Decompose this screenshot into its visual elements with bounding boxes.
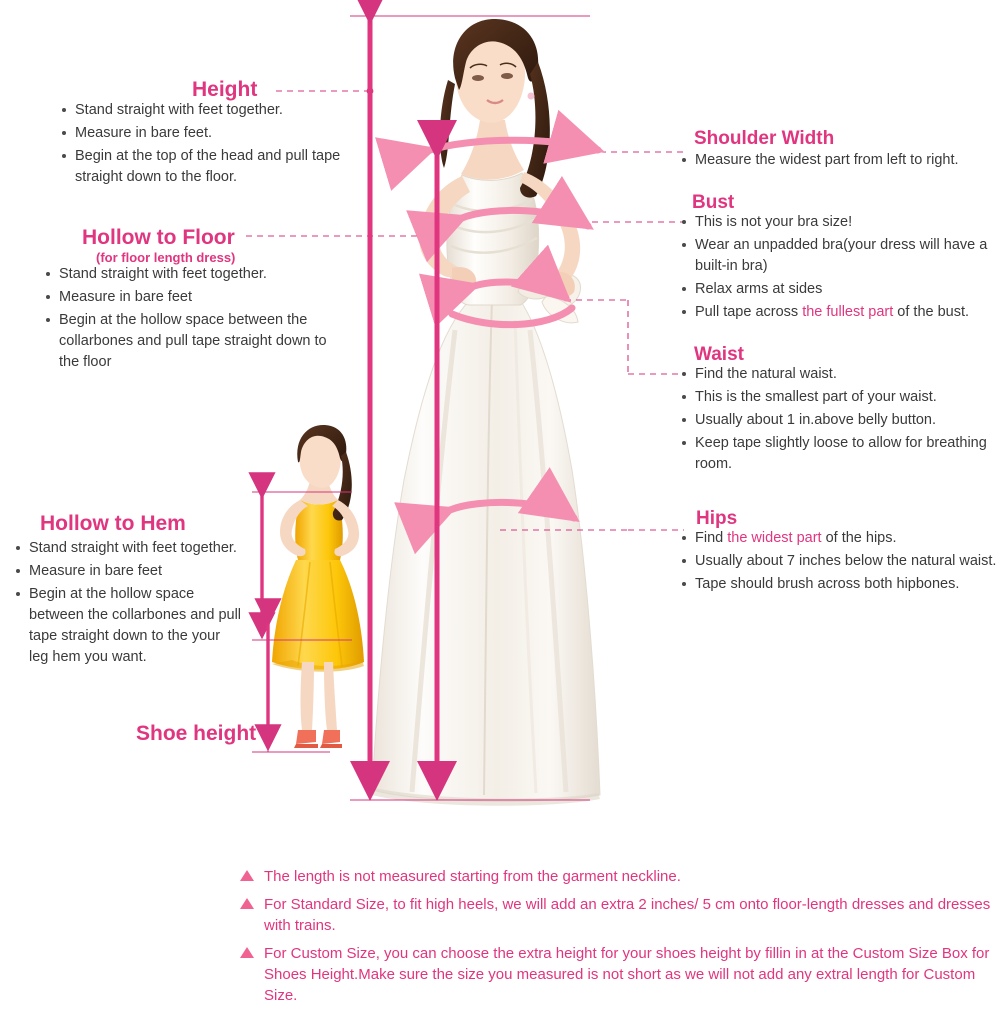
warning-triangle-icon bbox=[240, 947, 254, 958]
shoulder-width-list bbox=[680, 150, 1000, 173]
hollow-to-floor-subheading: (for floor length dress) bbox=[96, 250, 236, 265]
list-item: Measure in bare feet bbox=[44, 287, 334, 308]
list-item: Relax arms at sides bbox=[680, 279, 1000, 300]
list-item: Measure the widest part from left to right. bbox=[680, 150, 1000, 171]
hips-list bbox=[680, 528, 1000, 597]
list-item: Stand straight with feet together. bbox=[14, 538, 242, 559]
list-item: This is the smallest part of your waist. bbox=[680, 387, 1000, 408]
shoe-height-heading: Shoe height bbox=[136, 722, 257, 745]
list-item-hips-widest bbox=[680, 528, 1000, 549]
list-item: Usually about 7 inches below the natural waist. bbox=[680, 551, 1000, 572]
hips-heading: Hips bbox=[696, 508, 738, 529]
list-item: Usually about 1 in.above belly button. bbox=[680, 410, 1000, 431]
list-item: Measure in bare feet. bbox=[60, 123, 360, 144]
bust-list bbox=[680, 212, 1000, 325]
list-item: Begin at the hollow space between the collarbones and pull tape straight down to the floor bbox=[44, 310, 334, 373]
list-item: Find the natural waist. bbox=[680, 364, 1000, 385]
note-2 bbox=[240, 894, 1000, 936]
note-text: For Standard Size, to fit high heels, we will add an extra 2 inches/ 5 cm onto floor-length dresses and dresses with trains. bbox=[264, 896, 991, 934]
warning-triangle-icon bbox=[240, 898, 254, 909]
bust-text-pre: Pull tape across bbox=[695, 304, 803, 320]
list-item: This is not your bra size! bbox=[680, 212, 1000, 233]
height-heading: Height bbox=[192, 78, 258, 101]
list-item: Stand straight with feet together. bbox=[44, 264, 334, 285]
list-item: Begin at the hollow space between the collarbones and pull tape straight down to the your leg hem you want. bbox=[14, 584, 242, 668]
hips-text-highlight: the widest part bbox=[727, 530, 822, 546]
list-item: Keep tape slightly loose to allow for breathing room. bbox=[680, 433, 1000, 475]
list-item: Stand straight with feet together. bbox=[60, 100, 360, 121]
waist-list bbox=[680, 364, 1000, 477]
bust-text-highlight: the fullest part bbox=[802, 304, 894, 320]
shoulder-width-heading: Shoulder Width bbox=[694, 128, 835, 149]
list-item: Begin at the top of the head and pull tape straight down to the floor. bbox=[60, 146, 360, 188]
hollow-to-floor-heading: Hollow to Floor bbox=[82, 226, 235, 249]
footer-notes bbox=[240, 866, 1000, 1013]
bust-text-post: of the bust. bbox=[893, 304, 970, 320]
list-item: Wear an unpadded bra(your dress will have a built-in bra) bbox=[680, 235, 1000, 277]
note-text: For Custom Size, you can choose the extra height for your shoes height by fillin in at the Custom Size Box for Shoes Height.Make sure the size you measured is not short as we will not add any extral length for Custom Size. bbox=[264, 945, 990, 1004]
note-text: The length is not measured starting from the garment neckline. bbox=[264, 868, 681, 885]
warning-triangle-icon bbox=[240, 870, 254, 881]
hollow-to-floor-list bbox=[44, 264, 334, 375]
hips-text-post: of the hips. bbox=[821, 530, 897, 546]
hollow-to-hem-list bbox=[14, 538, 242, 670]
note-3 bbox=[240, 943, 1000, 1006]
waist-heading: Waist bbox=[694, 344, 744, 365]
height-list bbox=[60, 100, 360, 190]
list-item: Tape should brush across both hipbones. bbox=[680, 574, 1000, 595]
hollow-to-hem-heading: Hollow to Hem bbox=[40, 512, 186, 535]
list-item-bust-fullest bbox=[680, 302, 1000, 323]
hips-text-pre: Find bbox=[695, 530, 728, 546]
note-1 bbox=[240, 866, 1000, 887]
bust-heading: Bust bbox=[692, 192, 735, 213]
list-item: Measure in bare feet bbox=[14, 561, 242, 582]
